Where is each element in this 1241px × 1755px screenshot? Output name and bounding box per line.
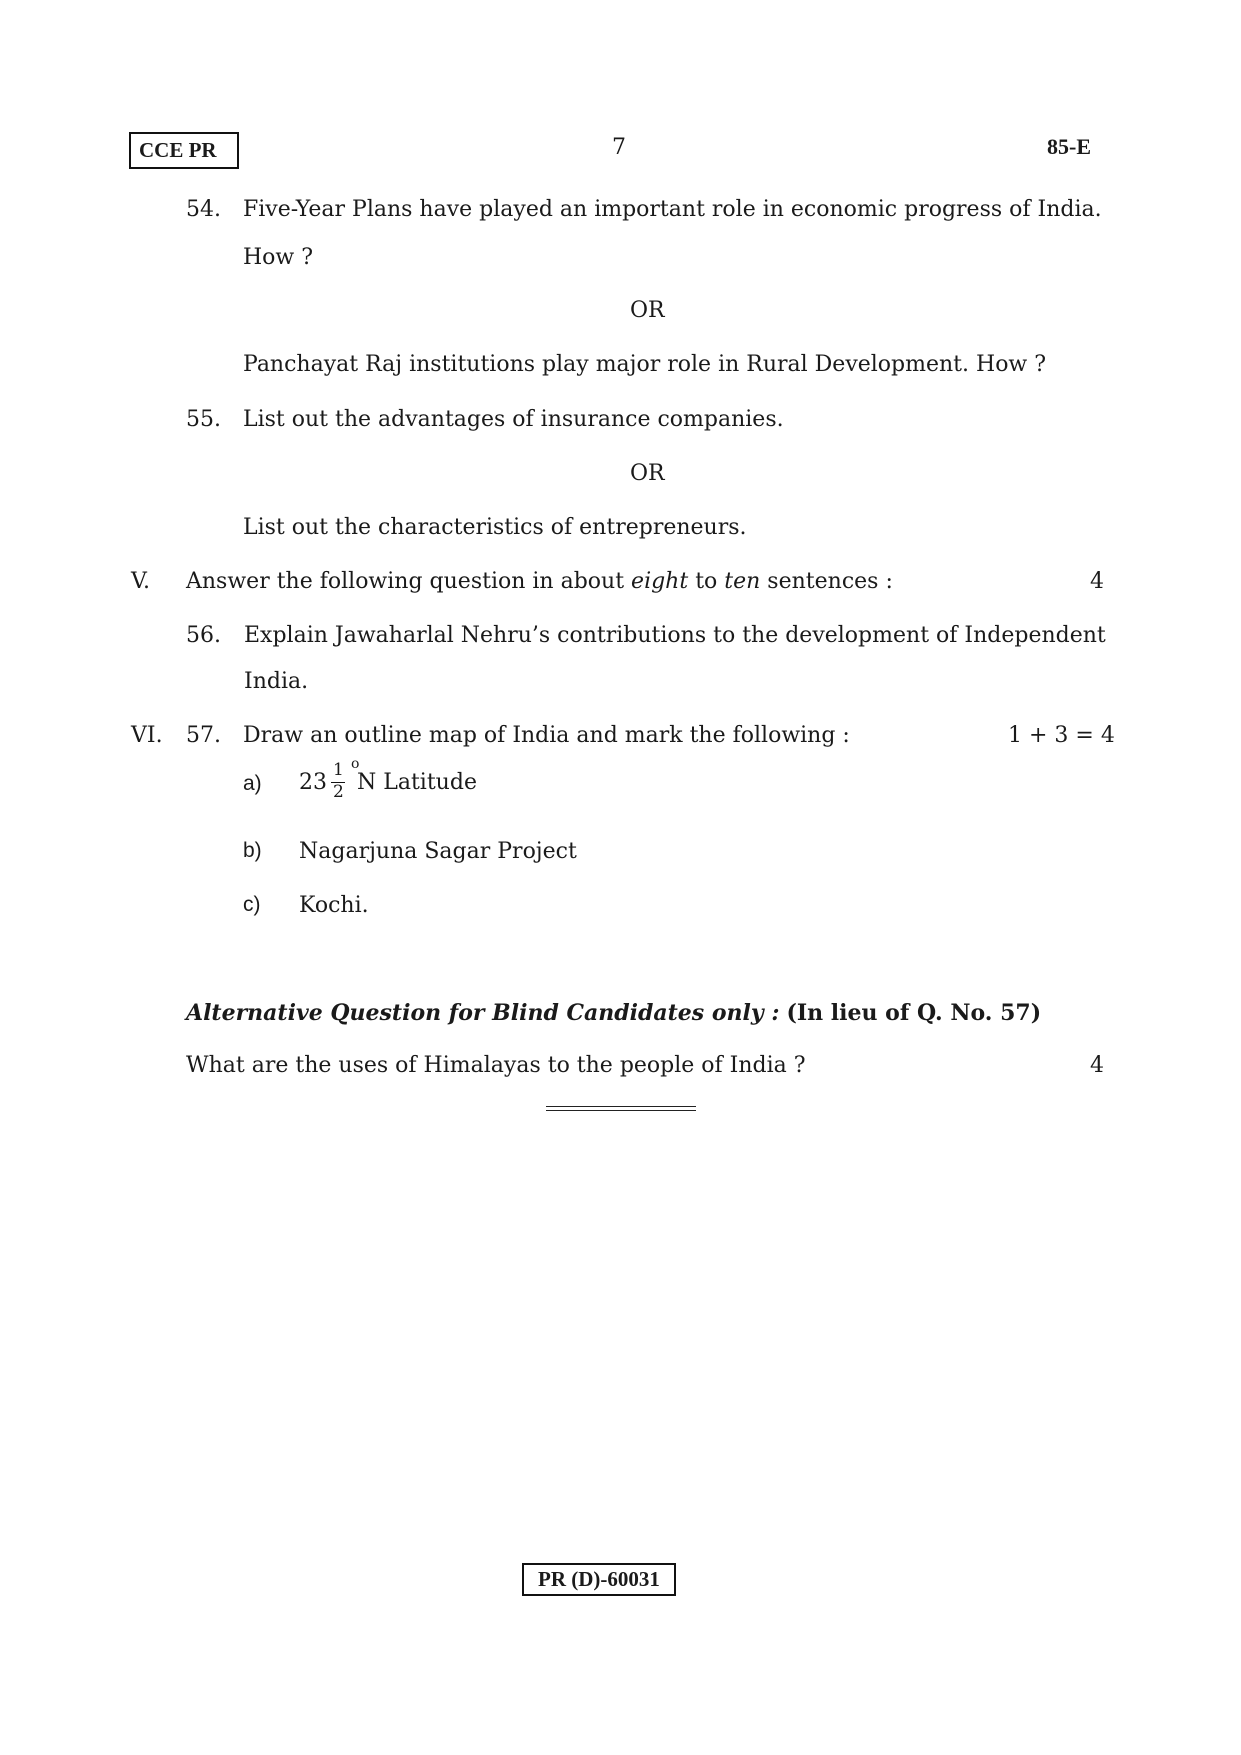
section-instruction: Answer the following question in about eight to ten sentences : (186, 569, 893, 594)
section-marks: 1 + 3 = 4 (1008, 723, 1115, 748)
item-label: a) (243, 772, 262, 795)
or-separator: OR (630, 298, 665, 323)
question-text: Five-Year Plans have played an important role in economic progress of India. (243, 197, 1102, 222)
question-text: How ? (243, 245, 314, 270)
question-number: 56. (186, 623, 221, 648)
question-text: Panchayat Raj institutions play major role in Rural Development. How ? (243, 352, 1047, 377)
paper-code-left: CCE PR (129, 132, 239, 169)
question-number: 55. (186, 407, 221, 432)
question-text: India. (244, 669, 309, 694)
blind-marks: 4 (1090, 1053, 1104, 1078)
item-text: Nagarjuna Sagar Project (299, 839, 577, 864)
paper-code-right: 85-E (1047, 134, 1091, 159)
question-number: 57. (186, 723, 221, 748)
question-text: Draw an outline map of India and mark the following : (243, 723, 850, 748)
question-text: List out the advantages of insurance companies. (243, 407, 784, 432)
item-label: b) (243, 839, 262, 862)
latitude-item: 23 1 2 o N Latitude (299, 756, 477, 802)
question-text: List out the characteristics of entrepreneurs. (243, 515, 747, 540)
blind-question: What are the uses of Himalayas to the people of India ? (186, 1053, 806, 1078)
end-rule-top (546, 1106, 696, 1107)
blind-heading: Alternative Question for Blind Candidates only : (In lieu of Q. No. 57) (186, 1000, 1042, 1026)
section-roman: V. (131, 569, 151, 594)
question-text: Explain Jawaharlal Nehru’s contributions to the development of Independent (244, 623, 1106, 648)
footer-code: PR (D)-60031 (522, 1563, 676, 1596)
item-label: c) (243, 893, 261, 916)
section-marks: 4 (1090, 569, 1104, 594)
fraction: 1 2 o (333, 756, 360, 802)
item-text: Kochi. (299, 893, 369, 918)
page-number: 7 (612, 135, 626, 160)
or-separator: OR (630, 461, 665, 486)
section-roman: VI. (131, 723, 163, 748)
question-number: 54. (186, 197, 221, 222)
end-rule-bottom (546, 1110, 696, 1111)
